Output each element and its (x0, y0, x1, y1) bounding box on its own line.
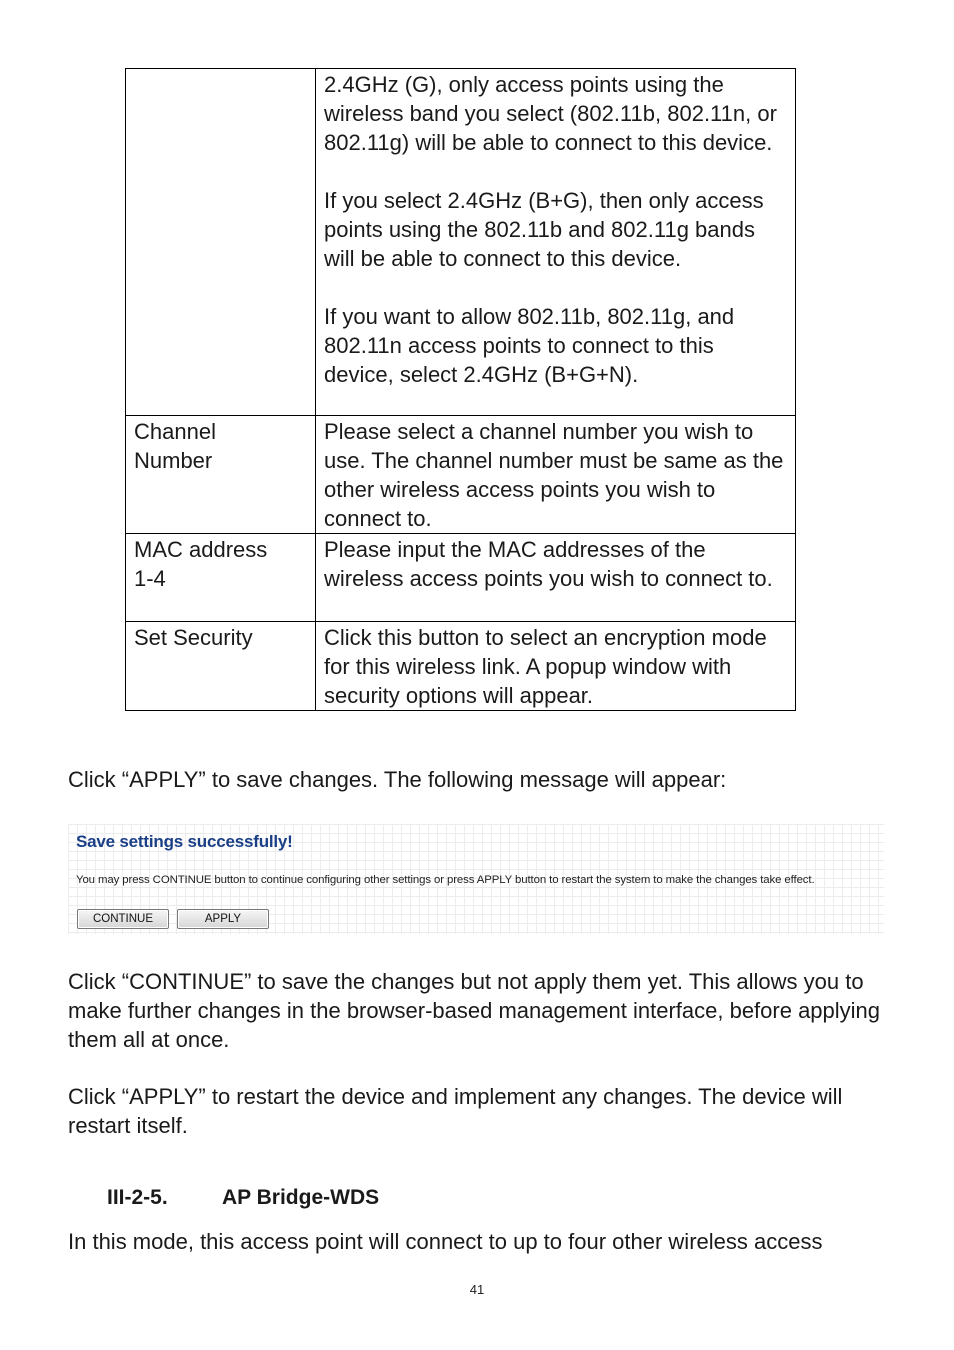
row-description: Please input the MAC addresses of the wireless access points you wish to connect to. (316, 534, 796, 622)
row-label: Set Security (126, 622, 316, 711)
section-title: AP Bridge-WDS (222, 1186, 380, 1209)
settings-description-table (125, 68, 796, 711)
row-label: Channel Number (126, 416, 316, 534)
table-row (126, 416, 796, 534)
apply-description-paragraph: Click “APPLY” to restart the device and implement any changes. The device will restart itself. (68, 1084, 843, 1138)
table-row (126, 69, 796, 416)
continue-description-paragraph: Click “CONTINUE” to save the changes but not apply them yet. This allows you to make further changes in the browser-based management interface, before applying them all at once. (68, 969, 881, 1052)
row-description: Please select a channel number you wish to use. The channel number must be same as the other wireless access points you wish to connect to. (316, 416, 796, 534)
section-intro-paragraph: In this mode, this access point will connect to up to four other wireless access (68, 1229, 823, 1254)
row-description: Click this button to select an encryption mode for this wireless link. A popup window with security options will appear. (316, 622, 796, 711)
row-label: MAC address 1-4 (126, 534, 316, 622)
section-number: III-2-5. (107, 1186, 168, 1209)
table-row (126, 534, 796, 622)
page-number: 41 (469, 1282, 485, 1297)
save-settings-screenshot (68, 824, 884, 934)
apply-intro-paragraph: Click “APPLY” to save changes. The following message will appear: (68, 767, 727, 792)
save-success-title: Save settings successfully! (76, 832, 293, 851)
table-row (126, 622, 796, 711)
row-label (126, 69, 316, 416)
row-description: 2.4GHz (G), only access points using the wireless band you select (802.11b, 802.11n, or 802.11g) will be able to connect to this device. If you select 2.4GHz (B+G), then only access points using the 802.11b and 802.11g bands will be able to connect to this device. If you want to allow 802.11b, 802.11g, and 802.11n access points to connect to this device, select 2.4GHz (B+G+N). (316, 69, 796, 416)
continue-button[interactable]: CONTINUE (77, 909, 169, 929)
apply-button[interactable]: APPLY (177, 909, 269, 929)
save-success-message: You may press CONTINUE button to continue configuring other settings or press APPLY button to restart the system to make the changes take effect. (76, 874, 815, 886)
